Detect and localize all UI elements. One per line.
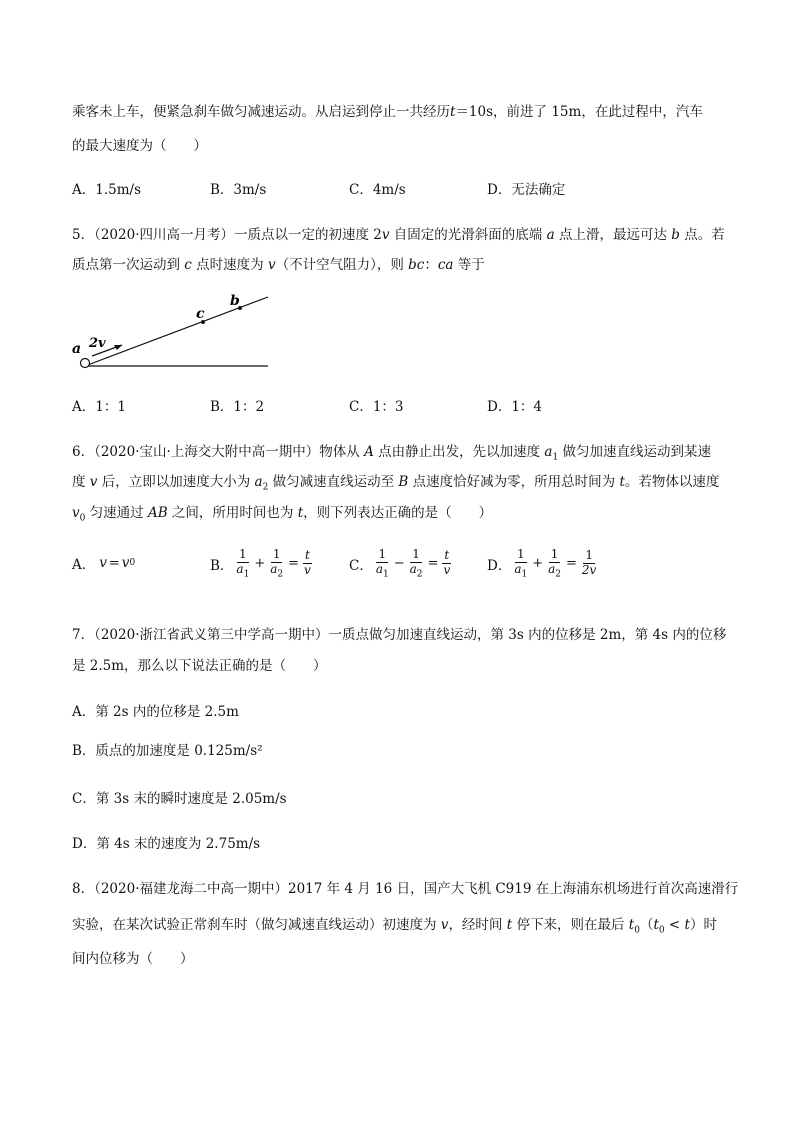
- q6-line-2: 度 v 后，立即以加速度大小为 $a_2$ 做匀减速直线运动至 B 点速度恰好减为零，所用总时间为 t。若物体以速度: [72, 474, 720, 493]
- q5-line-2: 质点第一次运动到 c 点时速度为 v（不计空气阻力），则 bc：ca 等于: [72, 257, 485, 273]
- frac-1-a1: $\frac{1}{a_1}$: [375, 547, 389, 580]
- q6-option-a[interactable]: A． v = v 0: [72, 555, 136, 573]
- frac-1-a2: $\frac{1}{a_2}$: [409, 547, 423, 580]
- q5-option-c[interactable]: C．1：3: [349, 399, 404, 415]
- q4-line-2: 的最大速度为（ ）: [72, 138, 207, 154]
- q8-line-2: 实验，在某次试验正常刹车时（做匀减速直线运动）初速度为 v，经时间 t 停下来，则在最后 $t_0(t_0 < t)$时: [72, 917, 717, 936]
- q6-line-1: 6．（2020·宝山·上海交大附中高一期中）物体从 A 点由静止出发，先以加速度 $a_1$ 做匀加速直线运动到某速: [72, 444, 712, 463]
- incline-figure: [60, 285, 280, 375]
- q7-option-c[interactable]: C．第 3s 末的瞬时速度是 2.05m/s: [72, 791, 287, 807]
- particle: [81, 359, 90, 368]
- label-b: b: [230, 293, 240, 309]
- q4-line-1: 乘客未上车，便紧急刹车做匀减速运动。从启运到停止一共经历t＝10s，前进了 15m，在此过程中，汽车: [72, 104, 703, 120]
- q6-option-b[interactable]: B． $\frac{1}{a_1}$ + $\frac{1}{a_2}$ = $\frac{t}{v}$: [210, 547, 311, 580]
- q7-line-2: 是 2.5m，那么以下说法正确的是（ ）: [72, 658, 327, 674]
- label-c: c: [196, 306, 205, 322]
- q6-option-c[interactable]: C． $\frac{1}{a_1}$ − $\frac{1}{a_2}$ = $\frac{t}{v}$: [349, 547, 451, 580]
- q6-option-d[interactable]: D． $\frac{1}{a_1}$ + $\frac{1}{a_2}$ = $\frac{1}{2v}$: [487, 547, 597, 580]
- frac-1-a2: $\frac{1}{a_2}$: [548, 547, 562, 580]
- frac-1-a2: $\frac{1}{a_2}$: [270, 547, 284, 580]
- q4-option-b[interactable]: B．3m/s: [210, 182, 267, 198]
- q8-line-3: 间内位移为（ ）: [72, 951, 194, 967]
- q5-line-1: 5．（2020·四川高一月考）一质点以一定的初速度 2v 自固定的光滑斜面的底端 a 点上滑，最远可达 b 点。若: [72, 227, 725, 243]
- q4-option-c[interactable]: C．4m/s: [349, 182, 406, 198]
- frac-1-a1: $\frac{1}{a_1}$: [236, 547, 250, 580]
- q5-option-b[interactable]: B．1：2: [210, 399, 265, 415]
- frac-t-v: $\frac{t}{v}$: [443, 548, 451, 578]
- q7-option-b[interactable]: B．质点的加速度是 0.125m/s²: [72, 743, 263, 759]
- q5-option-d[interactable]: D．1：4: [487, 399, 543, 415]
- q7-option-d[interactable]: D．第 4s 末的速度为 2.75m/s: [72, 836, 261, 852]
- frac-1-a1: $\frac{1}{a_1}$: [514, 547, 528, 580]
- q7-line-1: 7．（2020·浙江省武义第三中学高一期中）一质点做匀加速直线运动，第 3s 内的位移是 2m，第 4s 内的位移: [72, 627, 727, 643]
- q7-option-a[interactable]: A．第 2s 内的位移是 2.5m: [72, 704, 239, 720]
- label-a: a: [72, 341, 82, 357]
- frac-1-2v: $\frac{1}{2v}$: [581, 548, 597, 578]
- q4-option-a[interactable]: A．1.5m/s: [72, 182, 141, 198]
- q6-line-3: $v_0$ 匀速通过 AB 之间，所用时间也为 t，则下列表达正确的是（ ）: [72, 505, 493, 524]
- label-2v: 2v: [89, 336, 106, 351]
- q5-option-a[interactable]: A．1：1: [72, 399, 126, 415]
- q8-line-1: 8．（2020·福建龙海二中高一期中）2017 年 4 月 16 日，国产大飞机 C919 在上海浦东机场进行首次高速滑行: [72, 881, 739, 897]
- frac-t-v: $\frac{t}{v}$: [304, 548, 311, 578]
- q4-option-d[interactable]: D．无法确定: [487, 182, 566, 198]
